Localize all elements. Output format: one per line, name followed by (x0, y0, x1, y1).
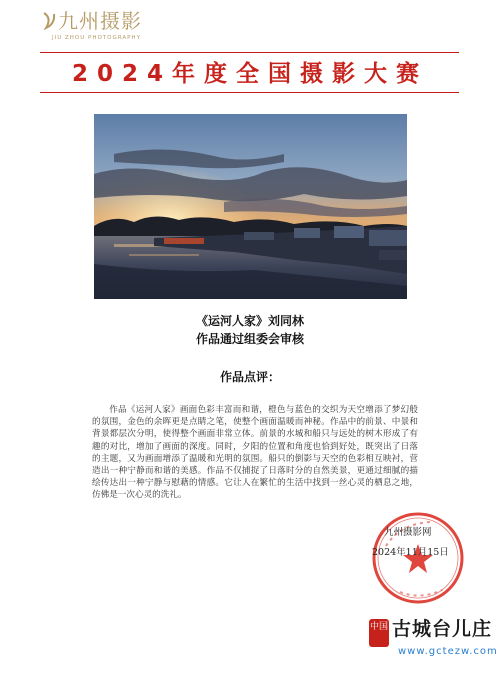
logo-name: 九州摄影 (58, 9, 142, 33)
title-rule-top (40, 52, 459, 53)
seal-organization: 九州摄影网 (384, 527, 432, 538)
watermark-badge-text: 中国 (369, 622, 388, 632)
review-body: 作品《运河人家》画面色彩丰富而和谐，橙色与蓝色的交织为天空增添了梦幻般的氛围，金色的余晖更是点睛之笔，使整个画面温暖而神秘。作品中的前景、中景和背景都层次分明，使得整个画面非常立体。前景的水城和船只与远处的树木形成了有趣的对比，增加了画面的深度。同时，夕阳的位置和角度也恰到好处，既突出了日落的主题，又为画面增添了温暖和光明的氛围。船只的倒影与天空的色彩相互映衬，营造出一种宁静而和谐的美感。作品不仅捕捉了日落时分的自然美景，更通过细腻的描绘传达出一种宁静与慰藉的情感。它让人在繁忙的生活中找到一丝心灵的栖息之地，仿佛是一次心灵的洗礼。 (92, 405, 418, 501)
review-heading: 作品点评： (219, 370, 280, 384)
work-title-author: 《运河人家》刘同林 (195, 314, 304, 328)
sunset-river-photo (94, 114, 407, 299)
logo (40, 8, 160, 46)
seal-date: 2024年11月15日 (372, 547, 449, 558)
watermark-name: 古城台儿庄 (392, 618, 493, 640)
logo-mark-icon (40, 10, 58, 32)
watermark-url: www.gctezw.com (398, 646, 498, 657)
review-status: 作品通过组委会审核 (195, 332, 304, 346)
title-rule-bottom (40, 92, 459, 93)
logo-subtitle: JIU ZHOU PHOTOGRAPHY (52, 35, 141, 41)
watermark-badge (369, 619, 389, 647)
page-title: 2024年度全国摄影大赛 (71, 61, 428, 87)
